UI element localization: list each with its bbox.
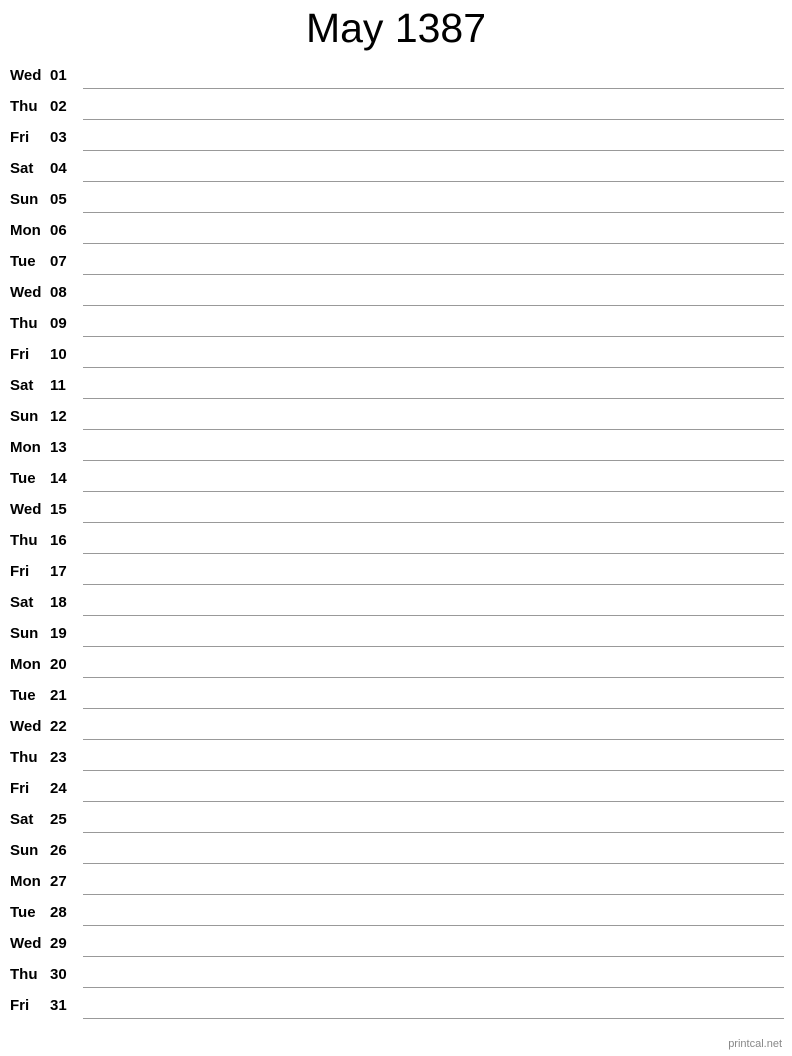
- day-name-label: Sat: [10, 811, 34, 828]
- day-name-label: Sat: [10, 377, 34, 394]
- day-row: [0, 432, 792, 463]
- day-row: [0, 990, 792, 1021]
- day-name-label: Sun: [10, 191, 39, 208]
- note-line: [83, 894, 784, 895]
- day-name-label: Wed: [10, 718, 42, 735]
- day-number-label: 02: [50, 98, 67, 115]
- day-name-label: Wed: [10, 501, 42, 518]
- footer-site-label: printcal.net: [728, 1038, 782, 1050]
- day-number-label: 26: [50, 842, 67, 859]
- day-name-label: Sat: [10, 160, 34, 177]
- day-number-label: 03: [50, 129, 67, 146]
- day-number-label: 09: [50, 315, 67, 332]
- day-name-label: Wed: [10, 284, 42, 301]
- day-row: [0, 339, 792, 370]
- day-name-label: Fri: [10, 346, 30, 363]
- day-number-label: 10: [50, 346, 67, 363]
- note-line: [83, 181, 784, 182]
- day-name-label: Sun: [10, 408, 39, 425]
- day-row: [0, 959, 792, 990]
- day-row: [0, 246, 792, 277]
- day-row: [0, 184, 792, 215]
- day-row: [0, 618, 792, 649]
- day-row: [0, 773, 792, 804]
- day-rows-container: [0, 60, 792, 1021]
- day-name-label: Fri: [10, 997, 30, 1014]
- note-line: [83, 1018, 784, 1019]
- day-row: [0, 215, 792, 246]
- note-line: [83, 863, 784, 864]
- day-number-label: 05: [50, 191, 67, 208]
- day-row: [0, 308, 792, 339]
- note-line: [83, 305, 784, 306]
- day-number-label: 31: [50, 997, 67, 1014]
- day-row: [0, 742, 792, 773]
- day-row: [0, 401, 792, 432]
- day-number-label: 17: [50, 563, 67, 580]
- day-row: [0, 866, 792, 897]
- day-name-label: Wed: [10, 935, 42, 952]
- day-name-label: Mon: [10, 656, 41, 673]
- note-line: [83, 522, 784, 523]
- day-row: [0, 928, 792, 959]
- day-name-label: Mon: [10, 439, 41, 456]
- note-line: [83, 398, 784, 399]
- note-line: [83, 150, 784, 151]
- day-row: [0, 804, 792, 835]
- day-row: [0, 60, 792, 91]
- day-name-label: Fri: [10, 780, 30, 797]
- day-name-label: Wed: [10, 67, 42, 84]
- note-line: [83, 553, 784, 554]
- day-number-label: 01: [50, 67, 67, 84]
- day-name-label: Thu: [10, 749, 38, 766]
- day-row: [0, 153, 792, 184]
- day-row: [0, 91, 792, 122]
- day-number-label: 14: [50, 470, 67, 487]
- day-number-label: 11: [50, 377, 66, 394]
- note-line: [83, 646, 784, 647]
- day-row: [0, 525, 792, 556]
- day-number-label: 22: [50, 718, 67, 735]
- note-line: [83, 429, 784, 430]
- day-row: [0, 711, 792, 742]
- day-row: [0, 463, 792, 494]
- day-number-label: 27: [50, 873, 67, 890]
- day-number-label: 16: [50, 532, 67, 549]
- day-name-label: Tue: [10, 904, 36, 921]
- day-name-label: Tue: [10, 687, 36, 704]
- note-line: [83, 491, 784, 492]
- day-number-label: 04: [50, 160, 67, 177]
- day-row: [0, 680, 792, 711]
- day-number-label: 28: [50, 904, 67, 921]
- note-line: [83, 615, 784, 616]
- day-number-label: 19: [50, 625, 67, 642]
- note-line: [83, 956, 784, 957]
- note-line: [83, 212, 784, 213]
- note-line: [83, 274, 784, 275]
- day-name-label: Tue: [10, 470, 36, 487]
- day-row: [0, 587, 792, 618]
- day-number-label: 24: [50, 780, 67, 797]
- note-line: [83, 460, 784, 461]
- page-title: May 1387: [305, 5, 487, 51]
- day-number-label: 15: [50, 501, 67, 518]
- note-line: [83, 925, 784, 926]
- day-number-label: 06: [50, 222, 67, 239]
- note-line: [83, 367, 784, 368]
- day-row: [0, 122, 792, 153]
- day-name-label: Sat: [10, 594, 34, 611]
- day-number-label: 23: [50, 749, 67, 766]
- day-number-label: 08: [50, 284, 67, 301]
- day-name-label: Fri: [10, 563, 30, 580]
- day-name-label: Fri: [10, 129, 30, 146]
- note-line: [83, 739, 784, 740]
- note-line: [83, 677, 784, 678]
- note-line: [83, 708, 784, 709]
- day-row: [0, 277, 792, 308]
- note-line: [83, 88, 784, 89]
- day-name-label: Sun: [10, 842, 39, 859]
- day-name-label: Tue: [10, 253, 36, 270]
- day-number-label: 21: [50, 687, 67, 704]
- day-row: [0, 649, 792, 680]
- note-line: [83, 832, 784, 833]
- day-row: [0, 835, 792, 866]
- day-number-label: 13: [50, 439, 67, 456]
- day-number-label: 25: [50, 811, 67, 828]
- day-row: [0, 370, 792, 401]
- note-line: [83, 336, 784, 337]
- note-line: [83, 584, 784, 585]
- day-name-label: Thu: [10, 315, 38, 332]
- note-line: [83, 987, 784, 988]
- day-name-label: Mon: [10, 873, 41, 890]
- day-row: [0, 897, 792, 928]
- day-number-label: 20: [50, 656, 67, 673]
- day-number-label: 29: [50, 935, 67, 952]
- note-line: [83, 119, 784, 120]
- day-name-label: Thu: [10, 532, 38, 549]
- day-name-label: Mon: [10, 222, 41, 239]
- note-line: [83, 243, 784, 244]
- day-name-label: Thu: [10, 98, 38, 115]
- day-name-label: Sun: [10, 625, 39, 642]
- day-row: [0, 556, 792, 587]
- day-number-label: 30: [50, 966, 67, 983]
- day-number-label: 12: [50, 408, 67, 425]
- day-row: [0, 494, 792, 525]
- day-number-label: 18: [50, 594, 67, 611]
- note-line: [83, 770, 784, 771]
- note-line: [83, 801, 784, 802]
- day-number-label: 07: [50, 253, 67, 270]
- day-name-label: Thu: [10, 966, 38, 983]
